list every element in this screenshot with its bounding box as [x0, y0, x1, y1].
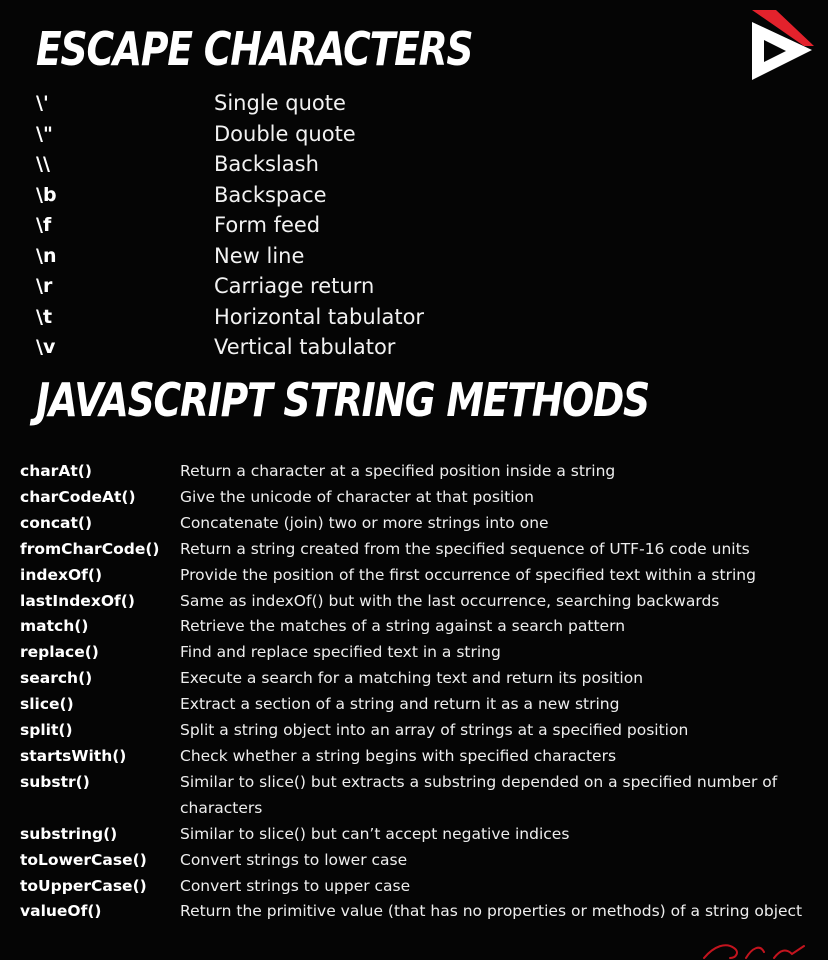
method-description: Convert strings to lower case	[180, 850, 408, 869]
method-description: Check whether a string begins with specified characters	[180, 746, 617, 765]
string-methods-list	[20, 459, 820, 925]
method-row	[20, 822, 820, 848]
method-name: search()	[20, 669, 93, 688]
escape-row	[36, 332, 556, 363]
signature-mark	[700, 938, 810, 960]
method-name: startsWith()	[20, 746, 127, 765]
escape-description: Double quote	[214, 121, 356, 146]
method-name: charCodeAt()	[20, 487, 136, 506]
method-description: Convert strings to upper case	[180, 876, 411, 895]
method-name: substring()	[20, 824, 118, 843]
method-row	[20, 537, 820, 563]
method-description: Execute a search for a matching text and return its position	[180, 669, 644, 688]
method-name: indexOf()	[20, 565, 103, 584]
method-row	[20, 718, 820, 744]
escape-description: Form feed	[214, 213, 321, 238]
method-description: Return a string created from the specified sequence of UTF-16 code units	[180, 539, 750, 558]
escape-code: \f	[36, 214, 52, 237]
method-row	[20, 459, 820, 485]
method-row	[20, 770, 820, 822]
method-description: Return the primitive value (that has no properties or methods) of a string object	[180, 902, 803, 921]
escape-code: \t	[36, 305, 53, 328]
method-row	[20, 744, 820, 770]
method-name: substr()	[20, 772, 90, 791]
method-name: split()	[20, 721, 73, 740]
escape-row	[36, 210, 556, 241]
method-row	[20, 563, 820, 589]
method-name: lastIndexOf()	[20, 591, 135, 610]
method-row	[20, 692, 820, 718]
method-name: valueOf()	[20, 902, 102, 921]
method-row	[20, 485, 820, 511]
escape-code: \r	[36, 275, 53, 298]
escape-description: Vertical tabulator	[214, 335, 396, 360]
method-description: Concatenate (join) two or more strings into one	[180, 513, 549, 532]
escape-row	[36, 149, 556, 180]
escape-row	[36, 180, 556, 211]
method-description: Extract a section of a string and return it as a new string	[180, 695, 620, 714]
escape-code: \v	[36, 336, 56, 359]
escape-description: Backslash	[214, 152, 319, 177]
method-description: Similar to slice() but extracts a substring depended on a specified number of characters	[180, 772, 778, 817]
method-description: Similar to slice() but can’t accept negative indices	[180, 824, 570, 843]
method-description: Find and replace specified text in a string	[180, 643, 501, 662]
escape-description: Horizontal tabulator	[214, 304, 425, 329]
escape-row	[36, 271, 556, 302]
method-name: toUpperCase()	[20, 876, 147, 895]
method-name: slice()	[20, 695, 74, 714]
escape-row	[36, 119, 556, 150]
escape-code: \"	[36, 122, 53, 145]
escape-code: \\	[36, 153, 50, 176]
escape-characters-title: ESCAPE CHARACTERS	[36, 22, 473, 76]
method-description: Split a string object into an array of strings at a specified position	[180, 721, 689, 740]
method-row	[20, 666, 820, 692]
escape-code: \n	[36, 244, 57, 267]
method-description: Return a character at a specified position inside a string	[180, 462, 616, 480]
method-description: Same as indexOf() but with the last occurrence, searching backwards	[180, 591, 720, 610]
escape-description: Single quote	[214, 91, 346, 116]
escape-description: Backspace	[214, 182, 327, 207]
escape-row	[36, 302, 556, 333]
method-description: Provide the position of the first occurrence of specified text within a string	[180, 565, 756, 584]
string-methods-title: JAVASCRIPT STRING METHODS	[36, 373, 649, 427]
method-row	[20, 589, 820, 615]
method-row	[20, 614, 820, 640]
escape-row	[36, 88, 556, 119]
method-name: match()	[20, 617, 89, 636]
method-row	[20, 511, 820, 537]
escape-code: \b	[36, 183, 57, 206]
method-row	[20, 848, 820, 874]
play-triangle-logo-icon	[746, 6, 818, 84]
method-description: Retrieve the matches of a string against a search pattern	[180, 617, 626, 636]
escape-row	[36, 241, 556, 272]
escape-code: \'	[36, 92, 49, 115]
method-name: replace()	[20, 643, 99, 662]
escape-description: New line	[214, 243, 305, 268]
escape-characters-list	[36, 88, 556, 363]
method-row	[20, 640, 820, 666]
method-name: fromCharCode()	[20, 539, 160, 558]
escape-description: Carriage return	[214, 274, 375, 299]
method-row	[20, 899, 820, 925]
method-name: toLowerCase()	[20, 850, 147, 869]
method-name: concat()	[20, 513, 93, 532]
method-name: charAt()	[20, 462, 92, 480]
method-row	[20, 874, 820, 900]
method-description: Give the unicode of character at that position	[180, 487, 534, 506]
